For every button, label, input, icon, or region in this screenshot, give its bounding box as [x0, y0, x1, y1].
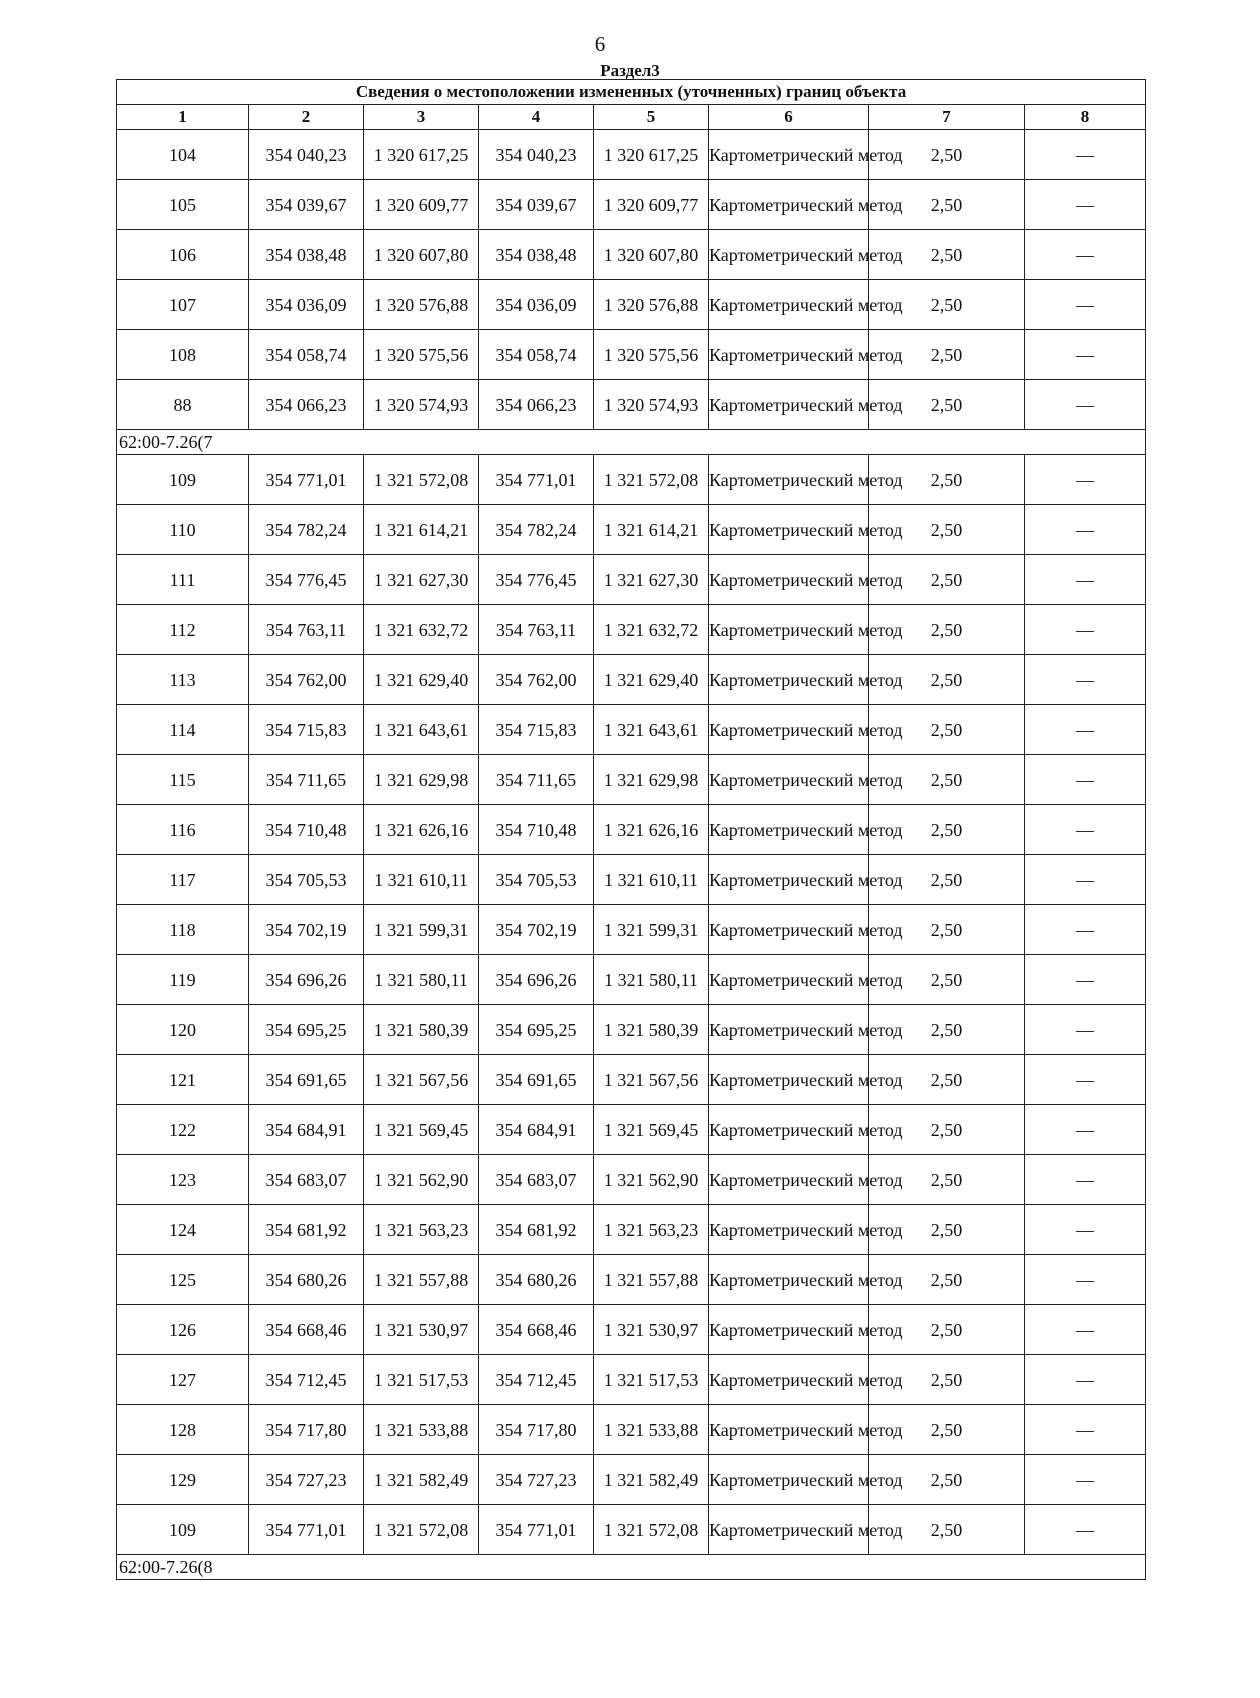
y-new-cell: 1 321 563,23 [594, 1205, 709, 1255]
y-new-cell: 1 321 626,16 [594, 805, 709, 855]
y-old-cell: 1 321 572,08 [364, 455, 479, 505]
description-cell: — [1025, 1455, 1146, 1505]
y-old-cell: 1 320 576,88 [364, 280, 479, 330]
column-header: 2 [249, 105, 364, 130]
x-old-cell: 354 039,67 [249, 180, 364, 230]
y-new-cell: 1 321 557,88 [594, 1255, 709, 1305]
y-old-cell: 1 320 607,80 [364, 230, 479, 280]
point-number-cell: 117 [117, 855, 249, 905]
description-cell: — [1025, 1405, 1146, 1455]
x-new-cell: 354 684,91 [479, 1105, 594, 1155]
x-new-cell: 354 691,65 [479, 1055, 594, 1105]
y-new-cell: 1 321 533,88 [594, 1405, 709, 1455]
table-row [117, 180, 1146, 230]
accuracy-cell: 2,50 [869, 1105, 1025, 1155]
column-header: 1 [117, 105, 249, 130]
description-cell: — [1025, 455, 1146, 505]
method-cell: Картометрический метод [709, 330, 869, 380]
x-new-cell: 354 038,48 [479, 230, 594, 280]
description-cell: — [1025, 555, 1146, 605]
accuracy-cell: 2,50 [869, 1405, 1025, 1455]
description-cell: — [1025, 1355, 1146, 1405]
y-old-cell: 1 321 627,30 [364, 555, 479, 605]
y-old-cell: 1 320 609,77 [364, 180, 479, 230]
point-number-cell: 128 [117, 1405, 249, 1455]
method-cell: Картометрический метод [709, 505, 869, 555]
accuracy-cell: 2,50 [869, 705, 1025, 755]
x-new-cell: 354 712,45 [479, 1355, 594, 1405]
table-row [117, 855, 1146, 905]
group-row [117, 430, 1146, 455]
point-number-cell: 126 [117, 1305, 249, 1355]
accuracy-cell: 2,50 [869, 555, 1025, 605]
method-cell: Картометрический метод [709, 905, 869, 955]
y-new-cell: 1 321 627,30 [594, 555, 709, 605]
accuracy-cell: 2,50 [869, 130, 1025, 180]
description-cell: — [1025, 380, 1146, 430]
method-cell: Картометрический метод [709, 380, 869, 430]
y-new-cell: 1 321 530,97 [594, 1305, 709, 1355]
table-row [117, 455, 1146, 505]
point-number-cell: 104 [117, 130, 249, 180]
table-row [117, 380, 1146, 430]
x-new-cell: 354 695,25 [479, 1005, 594, 1055]
x-old-cell: 354 684,91 [249, 1105, 364, 1155]
y-old-cell: 1 321 614,21 [364, 505, 479, 555]
description-cell: — [1025, 230, 1146, 280]
point-number-cell: 124 [117, 1205, 249, 1255]
y-old-cell: 1 321 599,31 [364, 905, 479, 955]
x-new-cell: 354 782,24 [479, 505, 594, 555]
method-cell: Картометрический метод [709, 280, 869, 330]
method-cell: Картометрический метод [709, 1505, 869, 1555]
method-cell: Картометрический метод [709, 1105, 869, 1155]
y-new-cell: 1 321 580,11 [594, 955, 709, 1005]
description-cell: — [1025, 1105, 1146, 1155]
x-new-cell: 354 040,23 [479, 130, 594, 180]
y-old-cell: 1 321 610,11 [364, 855, 479, 905]
y-old-cell: 1 321 632,72 [364, 605, 479, 655]
method-cell: Картометрический метод [709, 555, 869, 605]
x-old-cell: 354 711,65 [249, 755, 364, 805]
x-old-cell: 354 771,01 [249, 1505, 364, 1555]
point-number-cell: 122 [117, 1105, 249, 1155]
description-cell: — [1025, 705, 1146, 755]
table-row [117, 1105, 1146, 1155]
description-cell: — [1025, 330, 1146, 380]
x-old-cell: 354 782,24 [249, 505, 364, 555]
method-cell: Картометрический метод [709, 955, 869, 1005]
x-old-cell: 354 038,48 [249, 230, 364, 280]
y-old-cell: 1 321 580,39 [364, 1005, 479, 1055]
description-cell: — [1025, 955, 1146, 1005]
method-cell: Картометрический метод [709, 1205, 869, 1255]
accuracy-cell: 2,50 [869, 180, 1025, 230]
point-number-cell: 127 [117, 1355, 249, 1405]
y-old-cell: 1 321 569,45 [364, 1105, 479, 1155]
point-number-cell: 111 [117, 555, 249, 605]
column-header: 3 [364, 105, 479, 130]
y-new-cell: 1 321 629,98 [594, 755, 709, 805]
table-row [117, 230, 1146, 280]
y-old-cell: 1 321 626,16 [364, 805, 479, 855]
y-new-cell: 1 321 580,39 [594, 1005, 709, 1055]
accuracy-cell: 2,50 [869, 280, 1025, 330]
x-old-cell: 354 771,01 [249, 455, 364, 505]
y-new-cell: 1 321 643,61 [594, 705, 709, 755]
y-new-cell: 1 320 607,80 [594, 230, 709, 280]
accuracy-cell: 2,50 [869, 1455, 1025, 1505]
table-row [117, 555, 1146, 605]
accuracy-cell: 2,50 [869, 1255, 1025, 1305]
x-old-cell: 354 696,26 [249, 955, 364, 1005]
y-old-cell: 1 320 617,25 [364, 130, 479, 180]
x-old-cell: 354 702,19 [249, 905, 364, 955]
description-cell: — [1025, 655, 1146, 705]
x-new-cell: 354 717,80 [479, 1405, 594, 1455]
y-new-cell: 1 321 599,31 [594, 905, 709, 955]
x-old-cell: 354 683,07 [249, 1155, 364, 1205]
table-caption: Сведения о местоположении измененных (уточненных) границ объекта [117, 80, 1146, 105]
accuracy-cell: 2,50 [869, 1055, 1025, 1105]
y-new-cell: 1 320 574,93 [594, 380, 709, 430]
point-number-cell: 106 [117, 230, 249, 280]
table-row [117, 905, 1146, 955]
table-row [117, 330, 1146, 380]
description-cell: — [1025, 1255, 1146, 1305]
method-cell: Картометрический метод [709, 1155, 869, 1205]
table-row [117, 955, 1146, 1005]
table-row [117, 805, 1146, 855]
x-new-cell: 354 039,67 [479, 180, 594, 230]
x-new-cell: 354 727,23 [479, 1455, 594, 1505]
accuracy-cell: 2,50 [869, 230, 1025, 280]
x-new-cell: 354 066,23 [479, 380, 594, 430]
x-old-cell: 354 705,53 [249, 855, 364, 905]
group-row [117, 1555, 1146, 1580]
y-new-cell: 1 320 609,77 [594, 180, 709, 230]
y-old-cell: 1 321 582,49 [364, 1455, 479, 1505]
x-new-cell: 354 776,45 [479, 555, 594, 605]
y-old-cell: 1 321 563,23 [364, 1205, 479, 1255]
column-header: 7 [869, 105, 1025, 130]
x-new-cell: 354 715,83 [479, 705, 594, 755]
x-old-cell: 354 058,74 [249, 330, 364, 380]
description-cell: — [1025, 755, 1146, 805]
point-number-cell: 123 [117, 1155, 249, 1205]
column-header: 4 [479, 105, 594, 130]
x-old-cell: 354 066,23 [249, 380, 364, 430]
accuracy-cell: 2,50 [869, 905, 1025, 955]
table-row [117, 605, 1146, 655]
accuracy-cell: 2,50 [869, 955, 1025, 1005]
description-cell: — [1025, 1055, 1146, 1105]
method-cell: Картометрический метод [709, 755, 869, 805]
x-old-cell: 354 036,09 [249, 280, 364, 330]
method-cell: Картометрический метод [709, 855, 869, 905]
section-title: Раздел3 [600, 61, 660, 80]
x-old-cell: 354 710,48 [249, 805, 364, 855]
x-new-cell: 354 710,48 [479, 805, 594, 855]
description-cell: — [1025, 805, 1146, 855]
y-new-cell: 1 321 517,53 [594, 1355, 709, 1405]
table-row [117, 1355, 1146, 1405]
method-cell: Картометрический метод [709, 1255, 869, 1305]
method-cell: Картометрический метод [709, 805, 869, 855]
y-new-cell: 1 320 617,25 [594, 130, 709, 180]
group-label: 62:00-7.26(7 [117, 430, 1146, 455]
x-old-cell: 354 681,92 [249, 1205, 364, 1255]
method-cell: Картометрический метод [709, 130, 869, 180]
group-label: 62:00-7.26(8 [117, 1555, 1146, 1580]
y-new-cell: 1 321 610,11 [594, 855, 709, 905]
x-old-cell: 354 691,65 [249, 1055, 364, 1105]
table-row [117, 1455, 1146, 1505]
method-cell: Картометрический метод [709, 1455, 869, 1505]
y-old-cell: 1 321 533,88 [364, 1405, 479, 1455]
description-cell: — [1025, 1155, 1146, 1205]
table-row [117, 1255, 1146, 1305]
y-new-cell: 1 321 632,72 [594, 605, 709, 655]
table-row [117, 755, 1146, 805]
accuracy-cell: 2,50 [869, 655, 1025, 705]
table-row [117, 1405, 1146, 1455]
table-row [117, 1505, 1146, 1555]
x-new-cell: 354 036,09 [479, 280, 594, 330]
x-new-cell: 354 696,26 [479, 955, 594, 1005]
x-old-cell: 354 715,83 [249, 705, 364, 755]
y-old-cell: 1 321 629,98 [364, 755, 479, 805]
x-new-cell: 354 771,01 [479, 1505, 594, 1555]
point-number-cell: 121 [117, 1055, 249, 1105]
accuracy-cell: 2,50 [869, 805, 1025, 855]
point-number-cell: 116 [117, 805, 249, 855]
point-number-cell: 125 [117, 1255, 249, 1305]
x-new-cell: 354 683,07 [479, 1155, 594, 1205]
point-number-cell: 118 [117, 905, 249, 955]
description-cell: — [1025, 1505, 1146, 1555]
description-cell: — [1025, 905, 1146, 955]
method-cell: Картометрический метод [709, 1355, 869, 1405]
table-row [117, 280, 1146, 330]
accuracy-cell: 2,50 [869, 1355, 1025, 1405]
method-cell: Картометрический метод [709, 455, 869, 505]
x-old-cell: 354 717,80 [249, 1405, 364, 1455]
point-number-cell: 110 [117, 505, 249, 555]
column-header: 5 [594, 105, 709, 130]
accuracy-cell: 2,50 [869, 380, 1025, 430]
y-new-cell: 1 321 614,21 [594, 505, 709, 555]
y-old-cell: 1 321 572,08 [364, 1505, 479, 1555]
y-old-cell: 1 321 530,97 [364, 1305, 479, 1355]
accuracy-cell: 2,50 [869, 455, 1025, 505]
point-number-cell: 119 [117, 955, 249, 1005]
point-number-cell: 107 [117, 280, 249, 330]
y-new-cell: 1 320 576,88 [594, 280, 709, 330]
accuracy-cell: 2,50 [869, 1505, 1025, 1555]
x-old-cell: 354 040,23 [249, 130, 364, 180]
y-old-cell: 1 321 629,40 [364, 655, 479, 705]
table-row [117, 1305, 1146, 1355]
table-row [117, 130, 1146, 180]
x-old-cell: 354 727,23 [249, 1455, 364, 1505]
coordinates-table [116, 79, 1146, 1580]
y-new-cell: 1 321 629,40 [594, 655, 709, 705]
x-old-cell: 354 668,46 [249, 1305, 364, 1355]
accuracy-cell: 2,50 [869, 1205, 1025, 1255]
table-row [117, 655, 1146, 705]
description-cell: — [1025, 505, 1146, 555]
table-row [117, 1055, 1146, 1105]
accuracy-cell: 2,50 [869, 1305, 1025, 1355]
x-new-cell: 354 702,19 [479, 905, 594, 955]
point-number-cell: 114 [117, 705, 249, 755]
x-new-cell: 354 680,26 [479, 1255, 594, 1305]
description-cell: — [1025, 1005, 1146, 1055]
point-number-cell: 120 [117, 1005, 249, 1055]
table-row [117, 505, 1146, 555]
method-cell: Картометрический метод [709, 1405, 869, 1455]
table-row [117, 1005, 1146, 1055]
y-new-cell: 1 321 572,08 [594, 455, 709, 505]
column-header: 6 [709, 105, 869, 130]
method-cell: Картометрический метод [709, 655, 869, 705]
method-cell: Картометрический метод [709, 1005, 869, 1055]
description-cell: — [1025, 605, 1146, 655]
x-new-cell: 354 711,65 [479, 755, 594, 805]
column-header: 8 [1025, 105, 1146, 130]
y-new-cell: 1 321 562,90 [594, 1155, 709, 1205]
method-cell: Картометрический метод [709, 180, 869, 230]
y-old-cell: 1 321 562,90 [364, 1155, 479, 1205]
x-new-cell: 354 058,74 [479, 330, 594, 380]
accuracy-cell: 2,50 [869, 855, 1025, 905]
accuracy-cell: 2,50 [869, 1155, 1025, 1205]
accuracy-cell: 2,50 [869, 330, 1025, 380]
description-cell: — [1025, 855, 1146, 905]
table-caption-row [117, 80, 1146, 105]
x-new-cell: 354 763,11 [479, 605, 594, 655]
method-cell: Картометрический метод [709, 1305, 869, 1355]
method-cell: Картометрический метод [709, 605, 869, 655]
point-number-cell: 115 [117, 755, 249, 805]
x-new-cell: 354 705,53 [479, 855, 594, 905]
y-new-cell: 1 321 572,08 [594, 1505, 709, 1555]
x-old-cell: 354 762,00 [249, 655, 364, 705]
description-cell: — [1025, 1305, 1146, 1355]
y-old-cell: 1 321 557,88 [364, 1255, 479, 1305]
y-new-cell: 1 321 582,49 [594, 1455, 709, 1505]
table-row [117, 1155, 1146, 1205]
description-cell: — [1025, 1205, 1146, 1255]
y-new-cell: 1 321 569,45 [594, 1105, 709, 1155]
x-old-cell: 354 712,45 [249, 1355, 364, 1405]
x-old-cell: 354 763,11 [249, 605, 364, 655]
point-number-cell: 129 [117, 1455, 249, 1505]
point-number-cell: 109 [117, 455, 249, 505]
description-cell: — [1025, 180, 1146, 230]
x-old-cell: 354 695,25 [249, 1005, 364, 1055]
y-old-cell: 1 321 567,56 [364, 1055, 479, 1105]
x-new-cell: 354 762,00 [479, 655, 594, 705]
y-old-cell: 1 320 575,56 [364, 330, 479, 380]
method-cell: Картометрический метод [709, 705, 869, 755]
point-number-cell: 112 [117, 605, 249, 655]
point-number-cell: 88 [117, 380, 249, 430]
description-cell: — [1025, 280, 1146, 330]
x-new-cell: 354 681,92 [479, 1205, 594, 1255]
column-header-row [117, 105, 1146, 130]
accuracy-cell: 2,50 [869, 505, 1025, 555]
point-number-cell: 108 [117, 330, 249, 380]
y-old-cell: 1 320 574,93 [364, 380, 479, 430]
x-old-cell: 354 776,45 [249, 555, 364, 605]
y-old-cell: 1 321 580,11 [364, 955, 479, 1005]
y-new-cell: 1 320 575,56 [594, 330, 709, 380]
method-cell: Картометрический метод [709, 230, 869, 280]
page-number: 6 [594, 32, 606, 56]
accuracy-cell: 2,50 [869, 755, 1025, 805]
point-number-cell: 105 [117, 180, 249, 230]
point-number-cell: 109 [117, 1505, 249, 1555]
x-old-cell: 354 680,26 [249, 1255, 364, 1305]
accuracy-cell: 2,50 [869, 605, 1025, 655]
y-old-cell: 1 321 643,61 [364, 705, 479, 755]
table-row [117, 1205, 1146, 1255]
table-row [117, 705, 1146, 755]
y-old-cell: 1 321 517,53 [364, 1355, 479, 1405]
point-number-cell: 113 [117, 655, 249, 705]
x-new-cell: 354 668,46 [479, 1305, 594, 1355]
y-new-cell: 1 321 567,56 [594, 1055, 709, 1105]
x-new-cell: 354 771,01 [479, 455, 594, 505]
method-cell: Картометрический метод [709, 1055, 869, 1105]
description-cell: — [1025, 130, 1146, 180]
accuracy-cell: 2,50 [869, 1005, 1025, 1055]
